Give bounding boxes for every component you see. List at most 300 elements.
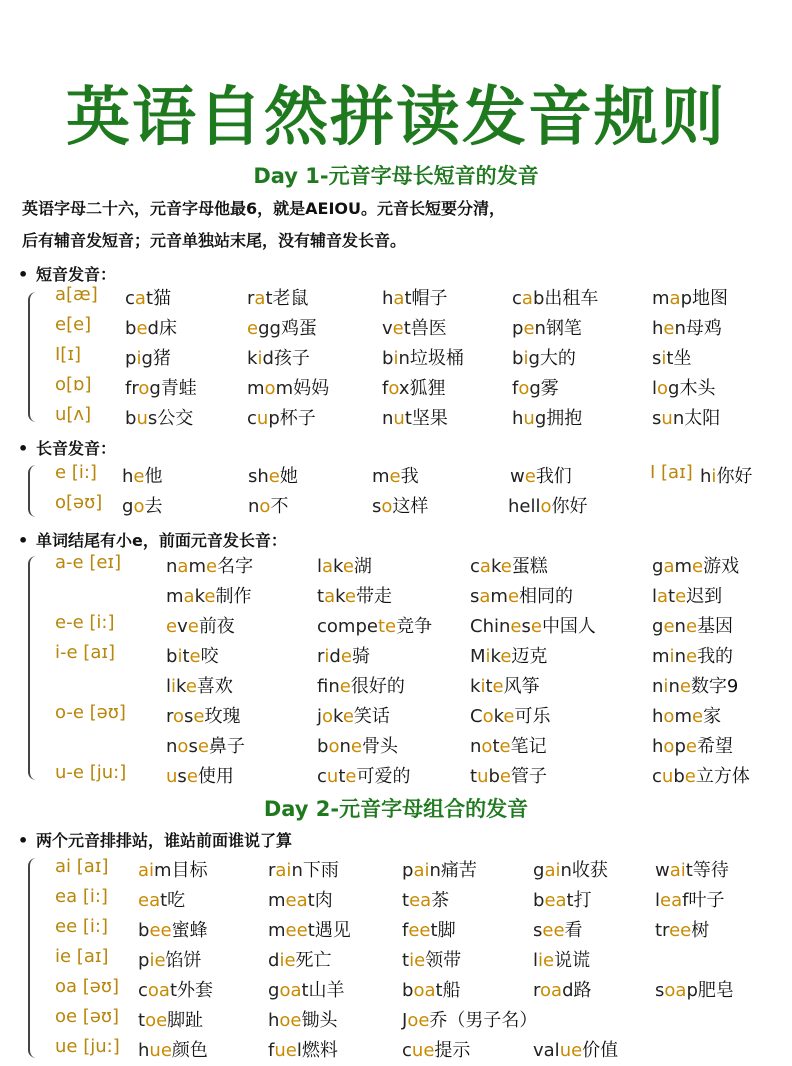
chinese-meaning: 帽子 (411, 288, 448, 309)
highlighted-vowel: e (247, 318, 259, 339)
chinese-meaning: 看 (564, 920, 583, 941)
word-suffix: g (141, 348, 153, 369)
highlighted-vowel: e (392, 318, 404, 339)
chinese-meaning: 叶子 (688, 890, 725, 911)
highlighted-vowel: i (393, 348, 399, 369)
silent-e: e (339, 676, 351, 697)
word-entry (166, 762, 234, 788)
highlighted-vowel: e (663, 318, 675, 339)
phonetic-symbol: ea [i:] (55, 886, 108, 907)
highlighted-vowel: oa (279, 980, 302, 1001)
highlighted-vowel: u (166, 766, 178, 787)
word-suffix: f (682, 890, 689, 911)
highlighted-vowel: a (479, 556, 491, 577)
word-entry (652, 582, 722, 608)
highlighted-vowel: o (138, 378, 150, 399)
phonetic-symbol: e-e [i:] (55, 612, 115, 633)
word-suffix: d (262, 348, 274, 369)
chinese-meaning: 风筝 (503, 676, 540, 697)
silent-e: e (685, 646, 698, 667)
word-prefix: w (655, 860, 670, 881)
word-entry (268, 946, 332, 972)
highlighted-vowel: o (657, 378, 669, 399)
chinese-meaning: 他 (144, 466, 163, 487)
word-prefix: m (268, 890, 286, 911)
chinese-meaning: 老鼠 (272, 288, 309, 309)
word-prefix: M (470, 646, 486, 667)
highlighted-vowel: i (669, 646, 675, 667)
chinese-meaning: 带走 (355, 586, 392, 607)
phonetic-label (55, 886, 108, 907)
word-suffix: n (398, 348, 410, 369)
chinese-meaning: 杯子 (279, 408, 316, 429)
highlighted-vowel: o (540, 496, 552, 517)
short-heading-text: 短音发音： (36, 265, 117, 284)
phonetic-symbol: o-e [əʊ] (55, 702, 126, 723)
silent-e-row (0, 732, 792, 762)
word-entry (138, 886, 185, 912)
phonetic-symbol: u-e [ju:] (55, 762, 127, 783)
phonetic-symbol: ie [aɪ] (55, 946, 109, 967)
word-suffix: t (666, 348, 674, 369)
word-prefix: compe (317, 616, 378, 637)
word-prefix: c (247, 408, 257, 429)
word-prefix: f (382, 378, 389, 399)
chinese-meaning: 使用 (197, 766, 234, 787)
word-prefix: t (470, 766, 478, 787)
highlighted-vowel: u (477, 766, 489, 787)
chinese-meaning: 目标 (171, 860, 208, 881)
word-entry (382, 404, 448, 430)
highlighted-vowel: e (663, 616, 675, 637)
word-prefix: r (166, 706, 174, 727)
word-entry (402, 1036, 470, 1062)
long-vowel-row (0, 462, 792, 492)
chinese-meaning: 去 (144, 496, 163, 517)
word-entry (372, 492, 428, 518)
short-vowel-heading (18, 262, 116, 285)
word-entry (317, 612, 432, 638)
highlighted-vowel: a (657, 586, 669, 607)
word-prefix: w (510, 466, 525, 487)
word-entry (402, 916, 456, 942)
day1-intro-line-2: 后有辅音发短音；元音单独站末尾，没有辅音发长音。 (22, 231, 407, 250)
word-prefix: b (125, 318, 137, 339)
word-prefix: h (700, 466, 712, 487)
word-entry (652, 552, 739, 578)
word-middle: t (182, 646, 190, 667)
chinese-meaning: 狐狸 (409, 378, 446, 399)
word-entry (138, 1006, 203, 1032)
chinese-meaning: 中国人 (541, 616, 596, 637)
chinese-meaning: 猪 (152, 348, 171, 369)
chinese-meaning: 锄头 (301, 1010, 338, 1031)
word-entry (317, 582, 392, 608)
phonetic-label (55, 702, 126, 723)
word-prefix: tr (655, 920, 670, 941)
highlighted-vowel: e (524, 466, 536, 487)
highlighted-vowel: ee (542, 920, 565, 941)
word-entry (268, 1036, 338, 1062)
phonetic-symbol: ai [aɪ] (55, 856, 109, 877)
chinese-meaning: 我们 (535, 466, 572, 487)
chinese-meaning: 湖 (353, 556, 372, 577)
word-prefix: n (470, 736, 482, 757)
word-entry (166, 732, 245, 758)
phonetic-label (55, 916, 108, 937)
highlighted-vowel: ee (149, 920, 172, 941)
chinese-meaning: 吃 (167, 890, 186, 911)
phonetic-symbol: I [aɪ] (650, 462, 693, 483)
word-suffix: g (534, 408, 547, 429)
word-entry (652, 344, 691, 370)
phonetic-symbol: a-e [eɪ] (55, 552, 122, 573)
chinese-meaning: 前夜 (198, 616, 235, 637)
word-suffix: p (268, 408, 280, 429)
word-middle: s (177, 766, 187, 787)
word-entry (533, 856, 608, 882)
phonetic-symbol: ee [i:] (55, 916, 108, 937)
word-prefix: n (382, 408, 394, 429)
chinese-meaning: 脚趾 (167, 1010, 204, 1031)
highlighted-vowel: ue (274, 1040, 297, 1061)
word-entry (125, 314, 177, 340)
highlighted-vowel: o (173, 706, 185, 727)
silent-e-row (0, 552, 792, 582)
word-entry (248, 492, 288, 518)
word-prefix: m (166, 586, 184, 607)
word-entry (268, 856, 339, 882)
word-entry (317, 732, 398, 758)
highlighted-vowel: ea (544, 890, 567, 911)
chinese-meaning: 骨头 (361, 736, 398, 757)
word-middle: b (488, 766, 500, 787)
chinese-meaning: 坐 (673, 348, 692, 369)
word-suffix: x (398, 378, 410, 399)
word-prefix: g (122, 496, 134, 517)
highlighted-vowel: o (518, 378, 530, 399)
chinese-meaning: 基因 (697, 616, 734, 637)
silent-e: e (206, 556, 218, 577)
short-vowel-row (0, 404, 792, 434)
highlighted-vowel: e (510, 616, 522, 637)
highlighted-vowel: a (393, 288, 405, 309)
highlighted-vowel: i (480, 676, 486, 697)
word-prefix: s (533, 920, 543, 941)
word-prefix: j (317, 706, 323, 727)
short-vowel-row (0, 344, 792, 374)
word-suffix: n (672, 408, 685, 429)
word-prefix: J (402, 1010, 408, 1031)
silent-e: e (500, 556, 512, 577)
word-prefix: s (470, 586, 480, 607)
word-middle: t (668, 586, 676, 607)
phonetic-label (55, 612, 114, 633)
chinese-meaning: 妈妈 (293, 378, 330, 399)
chinese-meaning: 蜜蜂 (171, 920, 208, 941)
word-entry (125, 284, 171, 310)
highlighted-vowel: u (256, 408, 269, 429)
word-entry (402, 886, 449, 912)
word-prefix: m (247, 378, 265, 399)
word-suffix: g (668, 378, 680, 399)
chinese-meaning: 出租车 (544, 288, 599, 309)
word-suffix: t (265, 288, 273, 309)
silent-e: e (685, 616, 698, 637)
highlighted-vowel: ea (285, 890, 308, 911)
highlighted-vowel: ue (149, 1040, 172, 1061)
long-vowel-heading (18, 436, 116, 459)
word-suffix: t (404, 408, 412, 429)
word-entry (512, 344, 576, 370)
word-middle: d (329, 646, 341, 667)
silent-e-heading (18, 528, 287, 551)
chinese-meaning: 她 (279, 466, 298, 487)
highlighted-vowel: oe (145, 1010, 168, 1031)
highlighted-vowel: ie (409, 950, 426, 971)
word-entry (402, 856, 477, 882)
silent-e: e (530, 616, 542, 637)
word-prefix: c (470, 556, 480, 577)
word-entry (470, 762, 547, 788)
word-middle: t (485, 676, 493, 697)
highlighted-vowel: u (661, 766, 674, 787)
highlighted-vowel: i (711, 466, 717, 487)
highlighted-vowel: i (661, 348, 667, 369)
word-prefix: sh (248, 466, 269, 487)
chinese-meaning: 猫 (153, 288, 171, 309)
word-entry (247, 404, 316, 430)
word-middle: n (339, 736, 351, 757)
chinese-meaning: 肥皂 (697, 980, 734, 1001)
chinese-meaning: 死亡 (295, 950, 332, 971)
bullet-dot: • (18, 831, 29, 850)
highlighted-vowel: a (479, 586, 491, 607)
chinese-meaning: 钢笔 (545, 318, 582, 339)
word-prefix: b (317, 736, 329, 757)
word-middle: v (177, 616, 188, 637)
word-middle: m (490, 586, 508, 607)
word-suffix: t (307, 920, 315, 941)
phonetic-label (55, 762, 126, 783)
phonetic-label (55, 552, 121, 573)
phonetic-label (55, 1036, 120, 1057)
word-entry (470, 582, 573, 608)
word-entry (652, 374, 715, 400)
word-prefix: r (247, 288, 255, 309)
silent-e-row (0, 762, 792, 792)
highlighted-vowel: i (485, 646, 491, 667)
word-entry (382, 344, 464, 370)
highlighted-vowel: ea (409, 890, 432, 911)
word-middle: m (674, 556, 693, 577)
chinese-meaning: 青蛙 (160, 378, 197, 399)
word-suffix: b (532, 288, 545, 309)
word-entry (247, 344, 310, 370)
chinese-meaning: 床 (158, 318, 177, 339)
word-prefix: hell (508, 496, 541, 517)
chinese-meaning: 很好的 (350, 676, 405, 697)
word-prefix: h (138, 1040, 150, 1061)
word-prefix: b (533, 890, 545, 911)
word-suffix: t (307, 890, 315, 911)
highlighted-vowel: u (523, 408, 535, 429)
word-middle: k (333, 706, 343, 727)
highlighted-vowel: ue (411, 1040, 435, 1061)
chinese-meaning: 拥抱 (546, 408, 583, 429)
chinese-meaning: 外套 (177, 980, 214, 1001)
word-prefix: b (512, 348, 524, 369)
chinese-meaning: 可乐 (514, 706, 551, 727)
silent-e: e (692, 556, 704, 577)
silent-e: e (500, 646, 512, 667)
silent-e: e (187, 616, 199, 637)
word-prefix: h (268, 1010, 280, 1031)
word-entry (317, 642, 370, 668)
chinese-meaning: 制作 (215, 586, 252, 607)
word-prefix: c (317, 766, 327, 787)
short-vowel-row (0, 374, 792, 404)
chinese-meaning: 迟到 (686, 586, 723, 607)
chinese-meaning: 兽医 (410, 318, 447, 339)
vowel-team-row (0, 946, 792, 976)
word-entry (317, 762, 410, 788)
highlighted-vowel: u (393, 408, 405, 429)
word-suffix: t (145, 288, 153, 309)
word-prefix: h (512, 408, 524, 429)
highlighted-vowel: o (328, 736, 340, 757)
chinese-meaning: 肉 (314, 890, 333, 911)
bullet-dot: • (18, 439, 29, 458)
word-suffix: gg (258, 318, 281, 339)
chinese-meaning: 垃圾桶 (409, 348, 464, 369)
word-prefix: l (652, 586, 658, 607)
chinese-meaning: 山羊 (308, 980, 345, 1001)
word-middle: t (492, 736, 500, 757)
word-entry (268, 1006, 338, 1032)
word-entry (372, 462, 419, 488)
vowel-team-row (0, 856, 792, 886)
chinese-meaning: 迈克 (511, 646, 548, 667)
word-prefix: h (652, 736, 664, 757)
silent-e: e (499, 766, 511, 787)
word-entry (166, 642, 219, 668)
chinese-meaning: 乔（男子名） (429, 1010, 538, 1031)
word-prefix: g (533, 860, 545, 881)
phonetic-label (55, 492, 102, 513)
phonetic-label (55, 856, 109, 877)
word-middle: s (184, 706, 194, 727)
chinese-meaning: 鼻子 (208, 736, 245, 757)
phonetic-symbol: o[əʊ] (55, 492, 103, 513)
word-entry (512, 314, 582, 340)
word-entry (652, 404, 720, 430)
word-entry (655, 886, 724, 912)
word-entry (402, 976, 461, 1002)
highlighted-vowel: o (481, 736, 493, 757)
highlighted-vowel: o (482, 706, 494, 727)
silent-e: e (342, 706, 354, 727)
word-prefix: s (652, 348, 662, 369)
word-middle: k (490, 646, 501, 667)
chinese-meaning: 打 (573, 890, 592, 911)
word-suffix: t (430, 920, 438, 941)
chinese-meaning: 立方体 (695, 766, 750, 787)
chinese-meaning: 孩子 (273, 348, 310, 369)
word-prefix: t (402, 890, 410, 911)
word-entry (317, 552, 372, 578)
highlighted-vowel: a (324, 586, 336, 607)
word-middle: m (674, 706, 692, 727)
word-entry (138, 856, 208, 882)
chinese-meaning: 地图 (692, 288, 729, 309)
phonetic-label (55, 314, 91, 335)
chinese-meaning: 我的 (697, 646, 734, 667)
short-vowel-row (0, 284, 792, 314)
silent-e: e (193, 706, 205, 727)
word-entry (470, 552, 548, 578)
chinese-meaning: 骑 (351, 646, 370, 667)
word-middle: n (674, 616, 686, 637)
chinese-meaning: 咬 (200, 646, 219, 667)
highlighted-vowel: e (268, 466, 280, 487)
highlighted-vowel: i (171, 676, 177, 697)
word-middle: n (328, 676, 340, 697)
silent-e: e (492, 676, 504, 697)
word-prefix: f (512, 378, 519, 399)
chinese-meaning: 收获 (571, 860, 608, 881)
silent-e: e (204, 586, 216, 607)
word-entry (652, 732, 733, 758)
chinese-meaning: 管子 (511, 766, 547, 787)
highlighted-vowel: o (133, 496, 145, 517)
word-middle: m (188, 556, 206, 577)
chinese-meaning: 下雨 (302, 860, 339, 881)
phonetic-symbol: oa [əʊ] (55, 976, 120, 997)
word-prefix: t (138, 1010, 146, 1031)
highlighted-vowel: u (136, 408, 148, 429)
chinese-meaning: 树 (691, 920, 710, 941)
word-prefix: t (317, 586, 325, 607)
chinese-meaning: 笑话 (353, 706, 390, 727)
silent-e: e (499, 736, 511, 757)
word-prefix: k (470, 676, 481, 697)
word-prefix: m (268, 920, 286, 941)
word-suffix: s (147, 408, 158, 429)
chinese-meaning: 木头 (679, 378, 716, 399)
vowel-team-heading-text: 两个元音排排站，谁站前面谁说了算 (36, 831, 293, 850)
word-entry (700, 462, 752, 488)
word-suffix: t (169, 980, 178, 1001)
highlighted-vowel: a (663, 556, 675, 577)
highlighted-vowel: ee (669, 920, 692, 941)
vowel-team-row (0, 886, 792, 916)
silent-e: e (503, 706, 515, 727)
short-vowel-row (0, 314, 792, 344)
word-entry (125, 404, 193, 430)
phonetic-symbol: u[ʌ] (55, 404, 92, 425)
word-entry (533, 976, 592, 1002)
chinese-meaning: 这样 (392, 496, 429, 517)
chinese-meaning: 笔记 (510, 736, 547, 757)
chinese-meaning: 可爱的 (356, 766, 411, 787)
phonetic-symbol: e[e] (55, 314, 92, 335)
silent-e-row (0, 582, 792, 612)
highlighted-vowel: e (133, 466, 145, 487)
chinese-meaning: 名字 (217, 556, 254, 577)
highlighted-vowel: a (134, 288, 146, 309)
word-prefix: h (122, 466, 134, 487)
